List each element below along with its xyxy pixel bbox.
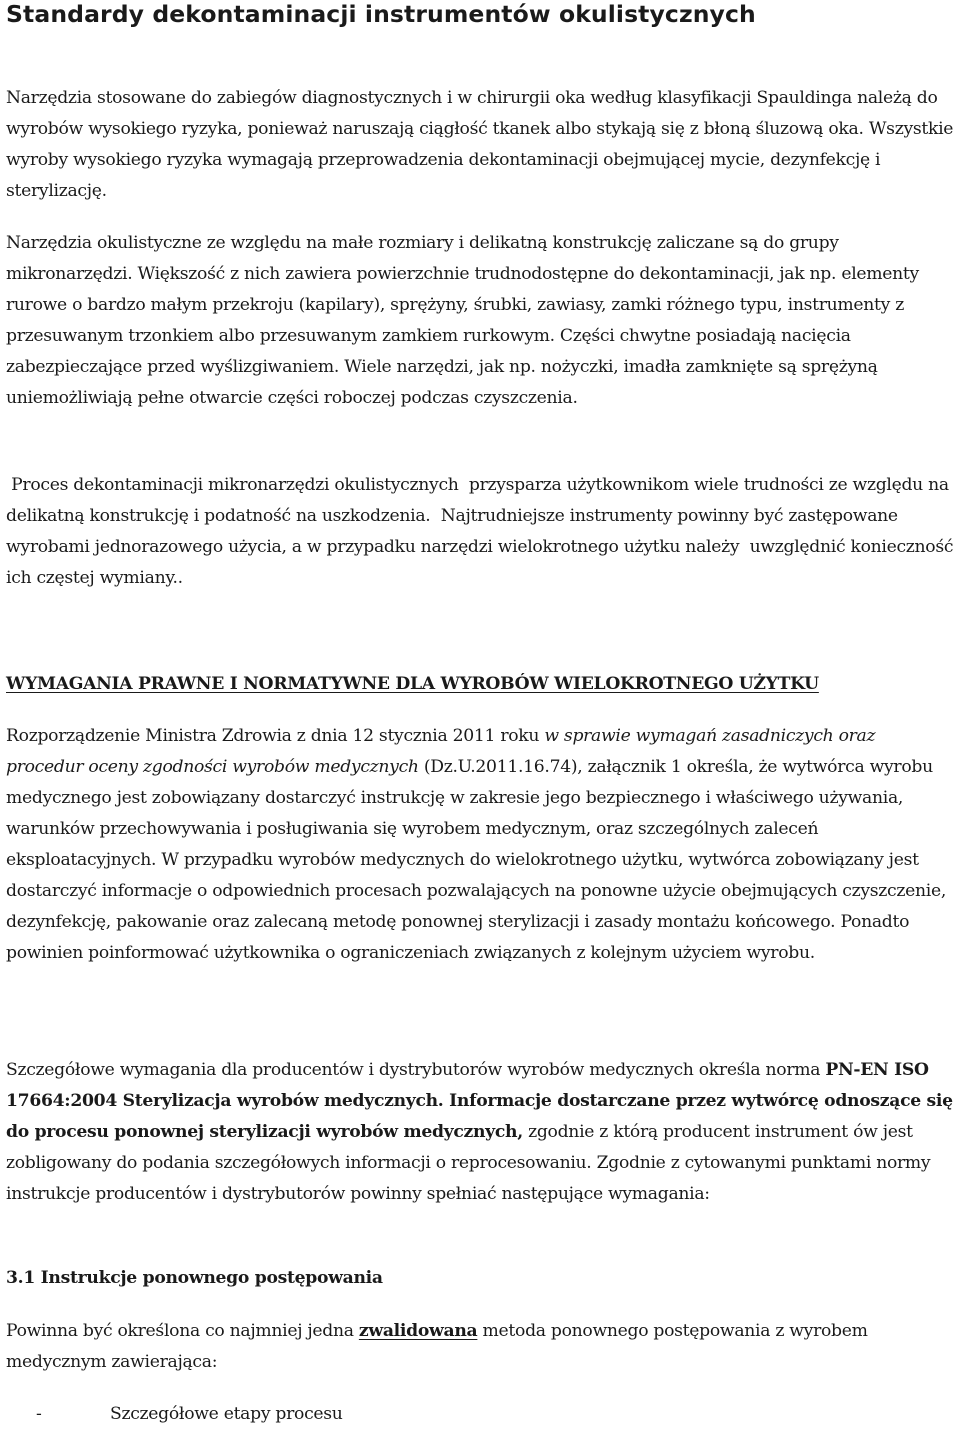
section-heading-legal: WYMAGANIA PRAWNE I NORMATYWNE DLA WYROBÓW WIELOKROTNEGO UŻYTKU (6, 674, 819, 694)
paragraph-text: Proces dekontaminacji mikronarzędzi okulistycznych przysparza użytkownikom wiele trudności ze względu na delikatną konstrukcję i podatność na uszkodzenia. Najtrudniejsze instrumenty powinny być zastępowane wyrobami jednorazowego użycia, a w przypadku narzędzi wielokrotnego użytku należy uwzględnić konieczność ich częstej wymiany.. (6, 475, 959, 588)
paragraph-standard (6, 1055, 954, 1210)
text-run: (Dz.U.2011.16.74), załącznik 1 określa, że wytwórca wyrobu medycznego jest zobowiązany dostarczyć instrukcję w zakresie jego bezpiecznego i właściwego używania, warunków przechowywania i posługiwania się wyrobem medycznym, oraz szczególnych zaleceń eksploatacyjnych. W przypadku wyrobów medycznych do wielokrotnego użytku, wytwórca zobowiązany jest dostarczyć informacje o odpowiednich procesach pozwalających na ponowne użycie obejmujących czyszczenie, dezynfekcję, pakowanie oraz zalecaną metodę ponownej sterylizacji i zasady montażu końcowego. Ponadto powinien poinformować użytkownika o ograniczeniach związanych z kolejnym użyciem wyrobu. (6, 757, 947, 963)
text-run: Szczegółowe wymagania dla producentów i dystrybutorów wyrobów medycznych określa norma (6, 1060, 826, 1080)
paragraph-text (6, 1055, 954, 1210)
text-run: metoda ponownego postępowania z wyrobem medycznym zawierająca: (6, 1321, 868, 1372)
paragraph-regulation (6, 721, 954, 969)
paragraph-text: Narzędzia stosowane do zabiegów diagnostycznych i w chirurgii oka według klasyfikacji Spauldinga należą do wyrobów wysokiego ryzyka, ponieważ naruszają ciągłość tkanek albo stykają się z błoną śluzową oka. Wszystkie wyroby wysokiego ryzyka wymagają przeprowadzenia dekontaminacji obejmującej mycie, dezynfekcję i sterylizację. (6, 88, 954, 201)
validated-emphasis: zwalidowana (358, 1321, 478, 1341)
section-heading-3-1: 3.1 Instrukcje ponownego postępowania (6, 1268, 383, 1288)
text-run: Powinna być określona co najmniej jedna (6, 1321, 359, 1341)
paragraph-validated-method (6, 1316, 954, 1378)
page-title: Standardy dekontaminacji instrumentów okulistycznych (6, 0, 756, 28)
text-run: Rozporządzenie Ministra Zdrowia z dnia 12 stycznia 2011 roku (6, 726, 545, 746)
paragraph-spaulding (6, 83, 954, 207)
list-item-text: Szczegółowe etapy procesu (110, 1404, 343, 1424)
text-run: zgodnie z którą producent instrument ów jest zobligowany do podania szczegółowych informacji o reprocesowaniu. Zgodnie z cytowanymi punktami normy instrukcje producentów i dystrybutorów powinny spełniać następujące wymagania: (6, 1122, 931, 1204)
paragraph-text (6, 1316, 954, 1378)
paragraph-micro-instruments (6, 228, 954, 414)
regulation-title: w sprawie wymagań zasadniczych oraz procedur oceny zgodności wyrobów medycznych (6, 726, 876, 777)
list-item (36, 1400, 936, 1428)
paragraph-text: Narzędzia okulistyczne ze względu na małe rozmiary i delikatną konstrukcję zaliczane są do grupy mikronarzędzi. Większość z nich zawiera powierzchnie trudnodostępne do dekontaminacji, jak np. elementy rurowe o bardzo małym przekroju (kapilary), sprężyny, śrubki, zawiasy, zamki różnego typu, instrumenty z przesuwanym trzonkiem albo przesuwanym zamkiem rurkowym. Części chwytne posiadają nacięcia zabezpieczające przed wyślizgiwaniem. Wiele narzędzi, jak np. nożyczki, imadła zamknięte są sprężyną uniemożliwiają pełne otwarcie części roboczej podczas czyszczenia. (6, 233, 919, 408)
list-bullet: - (36, 1404, 42, 1424)
paragraph-text (6, 721, 954, 969)
paragraph-decontamination-process (6, 470, 959, 594)
standard-title: PN-EN ISO 17664:2004 Sterylizacja wyrobów medycznych. Informacje dostarczane przez wytwórcę odnoszące się do procesu ponownej sterylizacji wyrobów medycznych, (6, 1060, 953, 1142)
